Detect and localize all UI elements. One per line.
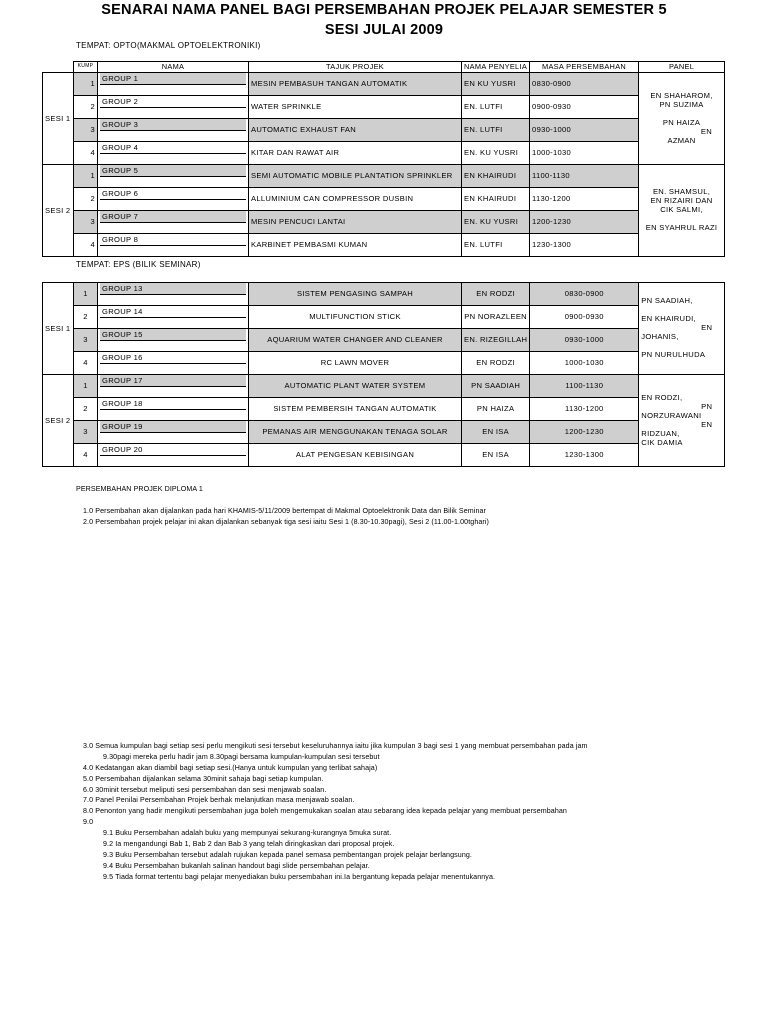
presentation-time: 1130-1200: [530, 398, 639, 421]
project-title: SISTEM PENGASING SAMPAH: [249, 283, 462, 306]
table-row: [43, 96, 725, 119]
project-title: AUTOMATIC EXHAUST FAN: [249, 119, 462, 142]
table-row: [43, 444, 725, 467]
sesi-label: SESI 1: [43, 73, 74, 165]
group-name: GROUP 4: [100, 142, 246, 154]
kump-number: 2: [74, 188, 98, 211]
table-row: [43, 165, 725, 188]
header-penyelia: NAMA PENYELIA: [462, 62, 530, 73]
panel-line: EN KHAIRUDI,: [641, 314, 696, 323]
supervisor-name: EN KHAIRUDI: [462, 165, 530, 188]
note-8: 8.0 Penonton yang hadir mengikuti persembahan juga boleh mengemukakan soalan atau sebarang idea kepada pelajar yang membuat persembahan: [83, 807, 567, 816]
group-name: GROUP 13: [100, 283, 246, 295]
group-cell: [98, 73, 249, 96]
supervisor-name: EN RODZI: [462, 352, 530, 375]
sesi-label: SESI 1: [43, 283, 74, 375]
note-6: 6.0 30minit tersebut meliputi sesi persembahan dan sesi menjawab soalan.: [83, 785, 327, 794]
kump-number: 2: [74, 398, 98, 421]
panel-members: [639, 73, 725, 165]
notes-heading: PERSEMBAHAN PROJEK DIPLOMA 1: [76, 485, 203, 493]
group-cell: [98, 306, 249, 329]
supervisor-name: PN HAIZA: [462, 398, 530, 421]
panel-line: PN NURULHUDA: [641, 350, 706, 359]
supervisor-name: EN. KU YUSRI: [462, 211, 530, 234]
presentation-time: 1100-1130: [530, 165, 639, 188]
supervisor-name: EN ISA: [462, 444, 530, 467]
group-cell: [98, 234, 249, 257]
panel-members: [639, 283, 725, 375]
project-title: SEMI AUTOMATIC MOBILE PLANTATION SPRINKLER: [249, 165, 462, 188]
blank-header: [43, 62, 74, 73]
schedule-table-eps: [42, 282, 725, 467]
group-name: GROUP 5: [100, 165, 246, 177]
presentation-time: 1230-1300: [530, 444, 639, 467]
note-1: 1.0 Persembahan akan dijalankan pada hari KHAMIS-5/11/2009 bertempat di Makmal Optoelektronik Data dan Bilik Seminar: [83, 506, 487, 515]
presentation-time: 1000-1030: [530, 142, 639, 165]
panel-line: EN RODZI,: [641, 392, 683, 402]
kump-number: 3: [74, 211, 98, 234]
table-row: [43, 119, 725, 142]
group-cell: [98, 188, 249, 211]
venue-opto: TEMPAT: OPTO(MAKMAL OPTOELEKTRONIKI): [76, 41, 261, 50]
panel-line: EN: [701, 419, 713, 429]
project-title: WATER SPRINKLE: [249, 96, 462, 119]
header-masa: MASA PERSEMBAHAN: [530, 62, 639, 73]
kump-number: 1: [74, 73, 98, 96]
table-row: [43, 398, 725, 421]
note-9-2: 9.2 Ia mengandungi Bab 1, Bab 2 dan Bab 3 yang telah diringkaskan dari proposal projek.: [103, 840, 395, 849]
panel-line: RIDZUAN,: [641, 428, 680, 438]
panel-line: NORZURAWANI: [641, 410, 702, 420]
note-3-continued: 9.30pagi mereka perlu hadir jam 8.30pagi bersama kumpulan-kumpulan sesi tersebut: [103, 752, 380, 761]
kump-number: 4: [74, 142, 98, 165]
note-7: 7.0 Panel Penilai Persembahan Projek berhak melanjutkan masa menjawab soalan.: [83, 796, 355, 805]
group-cell: [98, 398, 249, 421]
note-9-3: 9.3 Buku Persembahan tersebut adalah rujukan kepada panel semasa pembentangan projek pelajar berlangsung.: [103, 850, 472, 859]
panel-line: JOHANIS,: [641, 332, 679, 341]
supervisor-name: EN ISA: [462, 421, 530, 444]
project-title: MESIN PEMBASUH TANGAN AUTOMATIK: [249, 73, 462, 96]
group-name: GROUP 7: [100, 211, 246, 223]
presentation-time: 0830-0900: [530, 73, 639, 96]
schedule-table-opto: [42, 61, 725, 257]
group-name: GROUP 1: [100, 73, 246, 85]
panel-line: PN SAADIAH,: [641, 296, 693, 305]
note-2: 2.0 Persembahan projek pelajar ini akan dijalankan sebanyak tiga sesi iaitu Sesi 1 (8.30-10.30pagi), Sesi 2 (11.00-1.00tghari): [83, 517, 490, 526]
panel-line: EN: [700, 126, 713, 136]
document-subtitle: SESI JULAI 2009: [324, 22, 444, 38]
panel-line: EN SYAHRUL RAZI: [645, 223, 718, 232]
header-nama: NAMA: [98, 62, 249, 73]
presentation-time: 1100-1130: [530, 375, 639, 398]
panel-line: PN HAIZA: [662, 117, 701, 127]
project-title: RC LAWN MOVER: [249, 352, 462, 375]
note-9-5: 9.5 Tiada format tertentu bagi pelajar menyediakan buku persembahan ini.Ia bergantung kepada pelajar menentukannya.: [103, 872, 496, 881]
presentation-time: 0930-1000: [530, 119, 639, 142]
panel-members: [639, 375, 725, 467]
table-row: [43, 375, 725, 398]
kump-number: 1: [74, 375, 98, 398]
supervisor-name: PN NORAZLEEN: [462, 306, 530, 329]
note-9-1: 9.1 Buku Persembahan adalah buku yang mempunyai sekurang-kurangnya 5muka surat.: [103, 829, 392, 838]
project-title: ALLUMINIUM CAN COMPRESSOR DUSBIN: [249, 188, 462, 211]
group-name: GROUP 3: [100, 119, 246, 131]
presentation-time: 0930-1000: [530, 329, 639, 352]
group-name: GROUP 20: [100, 444, 246, 456]
kump-number: 4: [74, 352, 98, 375]
panel-line: PN SUZIMA: [659, 99, 704, 109]
presentation-time: 0900-0930: [530, 96, 639, 119]
presentation-time: 0900-0930: [530, 306, 639, 329]
kump-number: 1: [74, 165, 98, 188]
venue-eps: TEMPAT: EPS (BILIK SEMINAR): [76, 260, 201, 269]
panel-members: [639, 165, 725, 257]
note-3: 3.0 Semua kumpulan bagi setiap sesi perlu mengikuti sesi tersebut keseluruhannya iaitu jika kumpulan 3 bagi sesi 1 yang membuat persembahan pada jam: [83, 742, 588, 750]
group-cell: [98, 444, 249, 467]
table-row: [43, 234, 725, 257]
header-panel: PANEL: [639, 62, 725, 73]
group-name: GROUP 17: [100, 375, 246, 387]
presentation-time: 1230-1300: [530, 234, 639, 257]
project-title: KITAR DAN RAWAT AIR: [249, 142, 462, 165]
kump-number: 4: [74, 234, 98, 257]
table-row: [43, 306, 725, 329]
group-name: GROUP 19: [100, 421, 246, 433]
header-tajuk: TAJUK PROJEK: [249, 62, 462, 73]
kump-number: 3: [74, 329, 98, 352]
group-name: GROUP 15: [100, 329, 246, 341]
kump-number: 2: [74, 96, 98, 119]
project-title: PEMANAS AIR MENGGUNAKAN TENAGA SOLAR: [249, 421, 462, 444]
project-title: KARBINET PEMBASMI KUMAN: [249, 234, 462, 257]
supervisor-name: EN. KU YUSRI: [462, 142, 530, 165]
group-name: GROUP 6: [100, 188, 246, 200]
panel-line: EN: [701, 323, 713, 332]
document-title: SENARAI NAMA PANEL BAGI PERSEMBAHAN PROJEK PELAJAR SEMESTER 5: [101, 2, 667, 18]
project-title: AQUARIUM WATER CHANGER AND CLEANER: [249, 329, 462, 352]
supervisor-name: EN. LUTFI: [462, 234, 530, 257]
supervisor-name: EN KU YUSRI: [462, 73, 530, 96]
table-row: [43, 329, 725, 352]
table-row: [43, 352, 725, 375]
group-cell: [98, 211, 249, 234]
project-title: ALAT PENGESAN KEBISINGAN: [249, 444, 462, 467]
supervisor-name: EN. LUTFI: [462, 119, 530, 142]
table-row: [43, 421, 725, 444]
supervisor-name: PN SAADIAH: [462, 375, 530, 398]
supervisor-name: EN RODZI: [462, 283, 530, 306]
kump-number: 3: [74, 421, 98, 444]
panel-line: EN. SHAMSUL,: [652, 187, 711, 196]
group-name: GROUP 16: [100, 352, 246, 364]
table-row: [43, 188, 725, 211]
group-cell: [98, 142, 249, 165]
header-kump: KUMP: [74, 62, 98, 73]
panel-line: PN: [701, 401, 713, 411]
note-9: 9.0: [83, 818, 94, 827]
table-row: [43, 283, 725, 306]
supervisor-name: EN KHAIRUDI: [462, 188, 530, 211]
group-cell: [98, 165, 249, 188]
notes-block-bottom: [76, 741, 588, 883]
kump-number: 4: [74, 444, 98, 467]
group-cell: [98, 96, 249, 119]
table-row: [43, 73, 725, 96]
presentation-time: 1000-1030: [530, 352, 639, 375]
kump-number: 2: [74, 306, 98, 329]
group-name: GROUP 2: [100, 96, 246, 108]
panel-line: EN RIZAIRI DAN: [650, 196, 713, 205]
group-name: GROUP 8: [100, 234, 246, 246]
group-cell: [98, 329, 249, 352]
panel-line: EN SHAHAROM,: [650, 90, 713, 100]
project-title: SISTEM PEMBERSIH TANGAN AUTOMATIK: [249, 398, 462, 421]
group-cell: [98, 375, 249, 398]
presentation-time: 1200-1230: [530, 421, 639, 444]
presentation-time: 0830-0900: [530, 283, 639, 306]
table-row: [43, 211, 725, 234]
project-title: MESIN PENCUCI LANTAI: [249, 211, 462, 234]
group-cell: [98, 352, 249, 375]
project-title: AUTOMATIC PLANT WATER SYSTEM: [249, 375, 462, 398]
supervisor-name: EN. LUTFI: [462, 96, 530, 119]
table-row: [43, 142, 725, 165]
sesi-label: SESI 2: [43, 375, 74, 467]
presentation-time: 1130-1200: [530, 188, 639, 211]
group-cell: [98, 119, 249, 142]
note-4: 4.0 Kedatangan akan diambil bagi setiap sesi.(Hanya untuk kumpulan yang terlibat sahaja): [83, 763, 378, 772]
group-name: GROUP 18: [100, 398, 246, 410]
group-name: GROUP 14: [100, 306, 246, 318]
note-5: 5.0 Persembahan dijalankan selama 30minit sahaja bagi setiap kumpulan.: [83, 774, 324, 783]
kump-number: 3: [74, 119, 98, 142]
kump-number: 1: [74, 283, 98, 306]
panel-line: CIK SALMI,: [660, 205, 703, 214]
project-title: MULTIFUNCTION STICK: [249, 306, 462, 329]
panel-line: CIK DAMIA: [641, 437, 683, 447]
group-cell: [98, 283, 249, 306]
supervisor-name: EN. RIZEGILLAH: [462, 329, 530, 352]
panel-line: AZMAN: [667, 135, 696, 145]
presentation-time: 1200-1230: [530, 211, 639, 234]
group-cell: [98, 421, 249, 444]
notes-block-top: [76, 484, 489, 528]
note-9-4: 9.4 Buku Persembahan bukanlah salinan handout bagi slide persembahan pelajar.: [103, 861, 370, 870]
sesi-label: SESI 2: [43, 165, 74, 257]
